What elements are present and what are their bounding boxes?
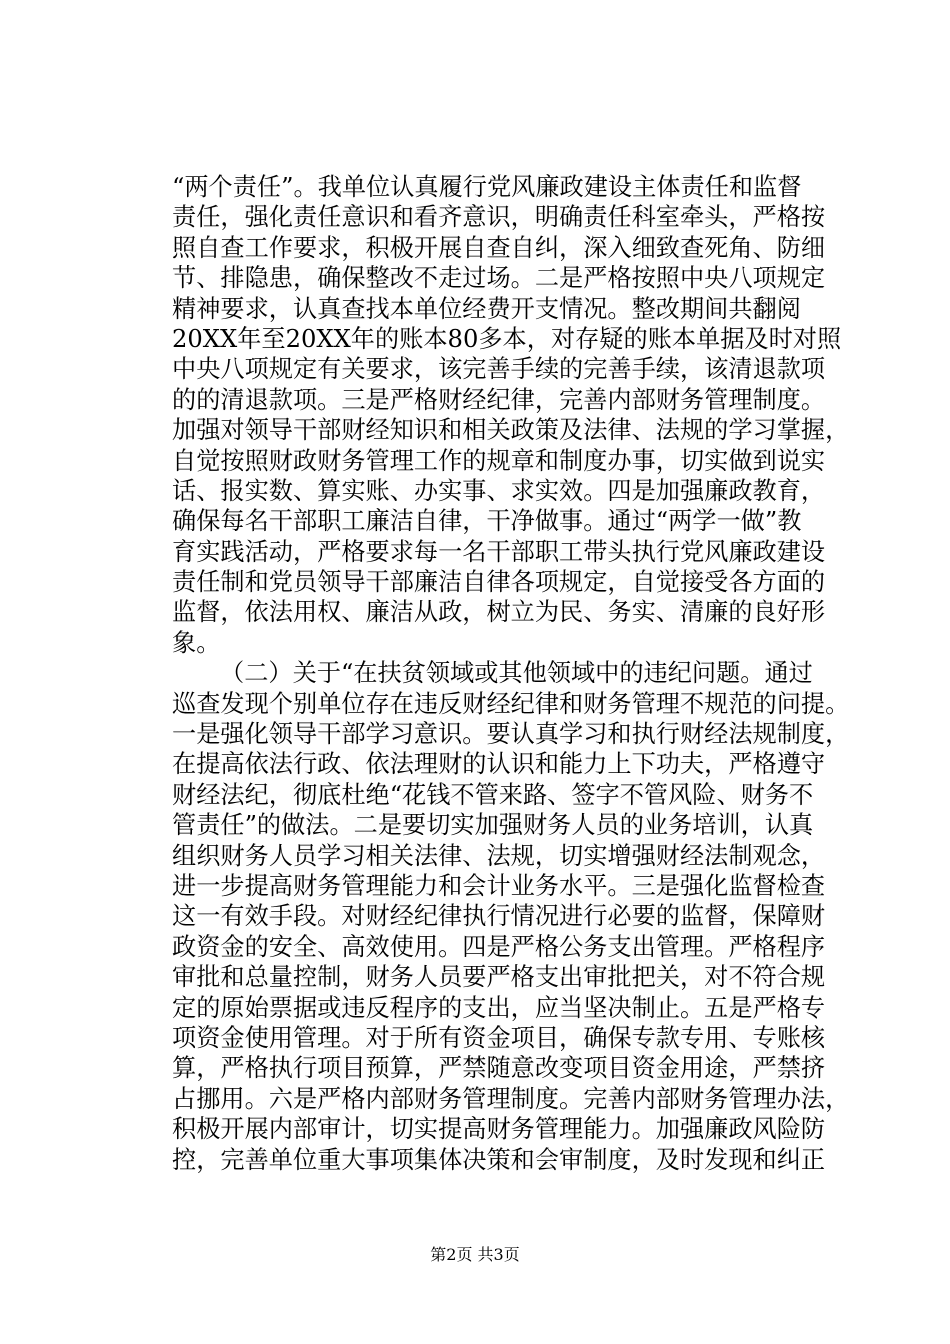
text-line: 控，完善单位重大事项集体决策和会审制度，及时发现和纠正: [172, 1145, 826, 1174]
text-line: “两个责任”。我单位认真履行党风廉政建设主体责任和监督: [172, 173, 802, 201]
text-line: 一是强化领导干部学习意识。要认真学习和执行财经法规制度，: [172, 720, 850, 749]
text-line: 组织财务人员学习相关法律、法规，切实增强财经法制观念，: [172, 841, 826, 870]
text-line: 育实践活动，严格要求每一名干部职工带头执行党风廉政建设: [172, 537, 826, 566]
text-line: 加强对领导干部财经知识和相关政策及法律、法规的学习掌握，: [172, 416, 850, 445]
text-line: 这一有效手段。对财经纪律执行情况进行必要的监督，保障财: [172, 902, 826, 931]
text-line: 确保每名干部职工廉洁自律，干净做事。通过“两学一做”教: [172, 507, 802, 536]
text-line: 占挪用。六是严格内部财务管理制度。完善内部财务管理办法，: [172, 1084, 850, 1113]
text-line: 监督，依法用权、廉洁从政，树立为民、务实、清廉的良好形: [172, 598, 826, 627]
text-line: 责任制和党员领导干部廉洁自律各项规定，自觉接受各方面的: [172, 568, 826, 597]
text-line: 的的清退款项。三是严格财经纪律，完善内部财务管理制度。: [172, 385, 826, 414]
body-text: [172, 172, 850, 1175]
text-line: 财经法纪，彻底杜绝“花钱不管来路、签字不管风险、财务不: [172, 780, 814, 809]
text-line: 进一步提高财务管理能力和会计业务水平。三是强化监督检查: [172, 871, 826, 900]
text-line: 政资金的安全、高效使用。四是严格公务支出管理。严格程序: [172, 932, 826, 961]
text-line: 积极开展内部审计，切实提高财务管理能力。加强廉政风险防: [172, 1115, 826, 1144]
page-number-footer: 第2页 共3页: [430, 1245, 520, 1264]
text-line: 20XX年至20XX年的账本80多本，对存疑的账本单据及时对照: [172, 324, 842, 353]
text-line: 算，严格执行项目预算，严禁随意改变项目资金用途，严禁挤: [172, 1054, 826, 1083]
text-line: 中央八项规定有关要求，该完善手续的完善手续，该清退款项: [172, 355, 826, 384]
text-line: 定的原始票据或违反程序的支出，应当坚决制止。五是严格专: [172, 993, 826, 1022]
text-line: 项资金使用管理。对于所有资金项目，确保专款专用、专账核: [172, 1023, 826, 1052]
text-line: 象。: [172, 628, 221, 657]
text-line: 在提高依法行政、依法理财的认识和能力上下功夫，严格遵守: [172, 750, 826, 779]
text-line: 自觉按照财政财务管理工作的规章和制度办事，切实做到说实: [172, 446, 826, 475]
text-line: 照自查工作要求，积极开展自查自纠，深入细致查死角、防细: [172, 233, 826, 262]
text-line: 精神要求，认真查找本单位经费开支情况。整改期间共翻阅: [172, 294, 801, 323]
text-line: 责任，强化责任意识和看齐意识，明确责任科室牵头，严格按: [172, 203, 826, 232]
section-heading-line: （二）关于“在扶贫领域或其他领域中的违纪问题。通过: [220, 659, 813, 688]
text-line: 巡查发现个别单位存在违反财经纪律和财务管理不规范的问提。: [172, 689, 850, 718]
text-line: 话、报实数、算实账、办实事、求实效。四是加强廉政教育，: [172, 476, 826, 505]
text-line: 管责任”的做法。二是要切实加强财务人员的业务培训，认真: [172, 811, 814, 840]
text-line: 节、排隐患，确保整改不走过场。二是严格按照中央八项规定: [172, 264, 826, 293]
text-line: 审批和总量控制，财务人员要严格支出审批把关，对不符合规: [172, 963, 826, 992]
